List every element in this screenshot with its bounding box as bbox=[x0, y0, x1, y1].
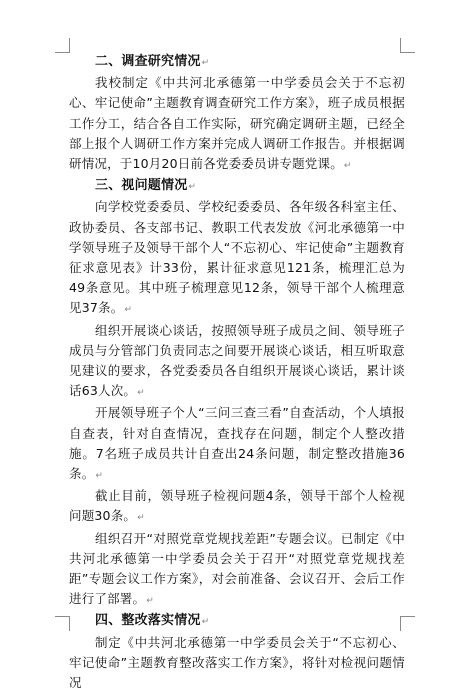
paragraph-mark: ↵ bbox=[137, 513, 145, 524]
document-body[interactable] bbox=[69, 52, 405, 693]
section-heading: 四、整改落实情况↵ bbox=[95, 613, 210, 629]
margin-corner-top-right bbox=[400, 38, 415, 53]
paragraph-mark: ↵ bbox=[201, 58, 210, 68]
paragraph: 开展领导班子个人“三问三查三看”自查活动，个人填报自查表，针对自查情况，查找存在问题，制定个人整改措施。7名班子成员共计自查出24条问题，制定整改措施36条。↵ bbox=[69, 405, 405, 482]
paragraph: 组织开展谈心谈话，按照领导班子成员之间、领导班子成员与分管部门负责同志之间要开展谈心谈话，相互听取意见建议的要求，各党委委员各自组织开展谈心谈话，累计谈话63人次。↵ bbox=[69, 322, 405, 399]
paragraph: 制定《中共河北承德第一中学委员会关于“不忘初心、牢记使命”主题教育整改落实工作方案》，将针对检视问题情况 bbox=[69, 634, 405, 691]
paragraph-mark: ↵ bbox=[188, 182, 197, 193]
paragraph-mark: ↵ bbox=[124, 305, 133, 316]
paragraph-mark: ↵ bbox=[95, 471, 104, 482]
paragraph: 截止目前，领导班子检视问题4条，领导干部个人检视问题30条。↵ bbox=[69, 488, 405, 524]
section-heading: 二、调查研究情况↵ bbox=[95, 54, 210, 69]
margin-corner-bottom-left bbox=[55, 616, 70, 631]
section-heading: 三、视问题情况↵ bbox=[95, 178, 197, 194]
margin-corner-top-left bbox=[55, 38, 70, 53]
paragraph-mark: ↵ bbox=[146, 596, 154, 607]
paragraph: 我校制定《中共河北承德第一中学委员会关于不忘初心、牢记使命”主题教育调查研究工作方案》，班子成员根据工作分工，结合各自工作实际，研究确定调研主题，已经全部上报个人调研工作方案并完成人调研工作报告。并根据调研情况，于10月20日前各党委委员讲专题党课。↵ bbox=[69, 75, 405, 172]
paragraph: 向学校党委委员、学校纪委委员、各年级各科室主任、政协委员、各支部书记、教职工代表发放《河北承德第一中学领导班子及领导干部个人“不忘初心、牢记使命”主题教育征求意见表》计33份，累计征求意见121条，梳理汇总为49条意见。其中班子梳理意见12条，领导干部个人梳理意见37条。↵ bbox=[69, 199, 405, 316]
paragraph-mark: ↵ bbox=[343, 161, 352, 172]
paragraph: 组织召开“对照党章党规找差距”专题会议。已制定《中共河北承德第一中学委员会关于召开“对照党章党规找差距”专题会议工作方案》，对会前准备、会议召开、会后工作进行了部署。↵ bbox=[69, 530, 405, 607]
paragraph-mark: ↵ bbox=[201, 617, 210, 628]
paragraph-mark: ↵ bbox=[137, 388, 145, 399]
